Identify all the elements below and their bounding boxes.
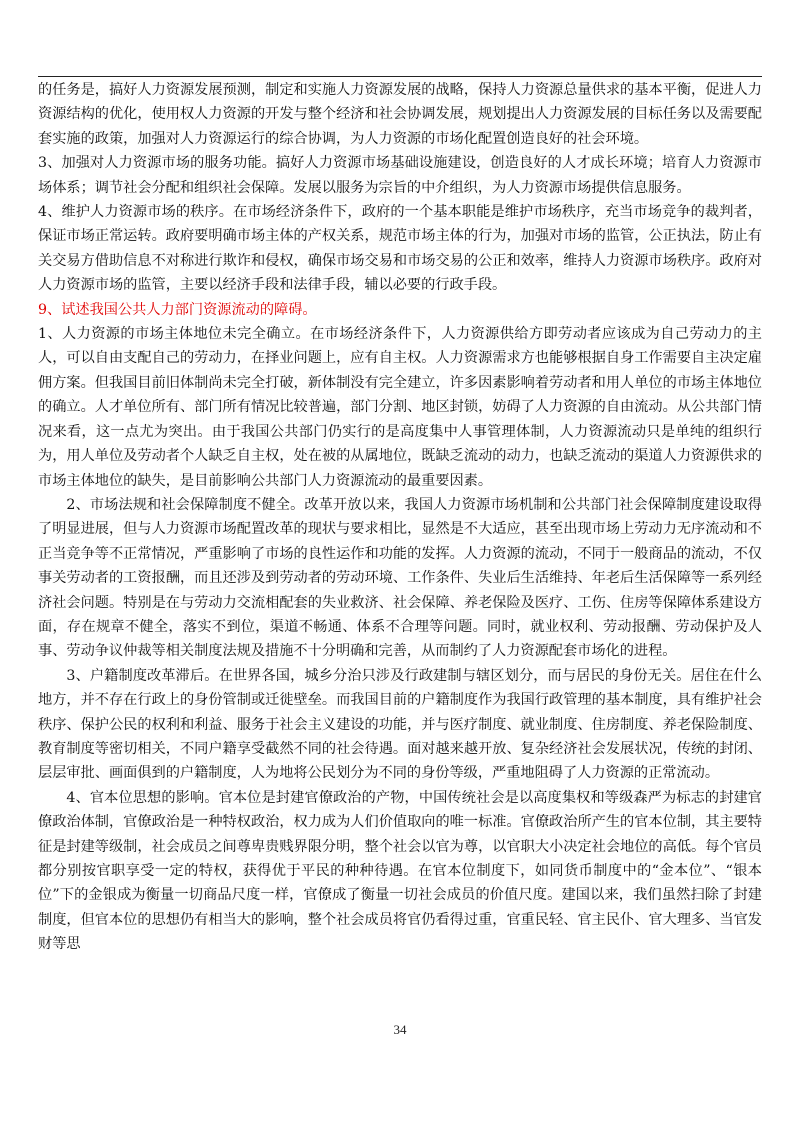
paragraph-obstacle-3: 3、户籍制度改革滞后。在世界各国，城乡分治只涉及行政建制与辖区划分，而与居民的身份无关。居住在什么地方，并不存在行政上的身份管制或迁徙壁垒。而我国目前的户籍制度作为我国行政管理的基本制度，具有维护社会秩序、保护公民的权利和利益、服务于社会主义建设的功能，并与医疗制度、就业制度、住房制度、养老保险制度、教育制度等密切相关，不同户籍享受截然不同的社会待遇。面对越来越开放、复杂经济社会发展状况，传统的封闭、层层审批、画面俱到的户籍制度，人为地将公民划分为不同的身份等级，严重地阻碍了人力资源的正常流动。 [38, 667, 762, 782]
header-rule [38, 76, 762, 77]
paragraph-obstacle-1: 1、人力资源的市场主体地位未完全确立。在市场经济条件下，人力资源供给方即劳动者应该成为自己劳动力的主人，可以自由支配自己的劳动力，在择业问题上，应有自主权。人力资源需求方也能够根据自身工作需要自主决定雇佣方案。但我国目前旧体制尚未完全打破，新体制没有完全建立，许多因素影响着劳动者和用人单位的市场主体地位的确立。人才单位所有、部门所有情况比较普遍，部门分割、地区封锁，妨碍了人力资源的自由流动。从公共部门情况来看，这一点尤为突出。由于我国公共部门仍实行的是高度集中人事管理体制，人力资源流动只是单纯的组织行为，用人单位及劳动者个人缺乏自主权，处在被的从属地位，既缺乏流动的动力，也缺乏流动的渠道人力资源供求的市场主体地位的缺失，是目前影响公共部门人力资源流动的最重要因素。 [38, 326, 762, 489]
question-heading: 9、试述我国公共人力部门资源流动的障碍。 [38, 301, 317, 318]
page-number: 34 [393, 1022, 407, 1037]
paragraph-item-3: 3、加强对人力资源市场的服务功能。搞好人力资源市场基础设施建设，创造良好的人才成长环境；培育人力资源市场体系；调节社会分配和组织社会保障。发展以服务为宗旨的中介组织，为人力资源市场提供信息服务。 [38, 155, 762, 196]
paragraph-continued: 的任务是，搞好人力资源发展预测，制定和实施人力资源发展的战略，保持人力资源总量供求的基本平衡，促进人力资源结构的优化，使用权人力资源的开发与整个经济和社会协调发展，规划提出人力资源发展的目标任务以及需要配套实施的政策，加强对人力资源运行的综合协调，为人力资源的市场化配置创造良好的社会环境。 [38, 82, 762, 147]
paragraph-obstacle-2: 2、市场法规和社会保障制度不健全。改革开放以来，我国人力资源市场机制和公共部门社会保障制度建设取得了明显进展，但与人力资源市场配置改革的现状与要求相比，显然是不大适应，甚至出现市场上劳动力无序流动和不正当竞争等不正常情况，严重影响了市场的良性运作和功能的发挥。人力资源的流动，不同于一般商品的流动，不仅事关劳动者的工资报酬，而且还涉及到劳动者的劳动环境、工作条件、失业后生活维持、年老后生活保障等一系列经济社会问题。特别是在与劳动力交流相配套的失业救济、社会保障、养老保险及医疗、工伤、住房等保障体系建设方面，存在规章不健全，落实不到位，渠道不畅通、体系不合理等问题。同时，就业权利、劳动报酬、劳动保护及人事、劳动争议仲裁等相关制度法规及措施不十分明确和完善，从而制约了人力资源配套市场化的进程。 [38, 496, 762, 660]
paragraph-obstacle-4: 4、官本位思想的影响。官本位是封建官僚政治的产物，中国传统社会是以高度集权和等级森严为标志的封建官僚政治体制，官僚政治是一种特权政治，权力成为人们价值取向的唯一标准。官僚政治所产生的官本位制，其主要特征是封建等级制，社会成员之间尊卑贵贱界限分明，整个社会以官为尊，以官职大小决定社会地位的高低。每个官员都分别按官职享受一定的特权，获得优于平民的种种待遇。在官本位制度下，如同货币制度中的“金本位”、“银本位”下的金银成为衡量一切商品尺度一样，官僚成了衡量一切社会成员的价值尺度。建国以来，我们虽然扫除了封建制度，但官本位的思想仍有相当大的影响，整个社会成员将官仍看得过重，官重民轻、官主民仆、官大理多、当官发财等思 [38, 789, 762, 953]
paragraph-item-4: 4、维护人力资源市场的秩序。在市场经济条件下，政府的一个基本职能是维护市场秩序，充当市场竞争的裁判者，保证市场正常运转。政府要明确市场主体的产权关系，规范市场主体的行为，加强对市场的监管，公正执法，防止有关交易方借助信息不对称进行欺诈和侵权，确保市场交易和市场交易的公正和效率，维持人力资源市场秩序。政府对人力资源市场的监管，主要以经济手段和法律手段，辅以必要的行政手段。 [38, 204, 762, 294]
document-body [38, 78, 762, 957]
